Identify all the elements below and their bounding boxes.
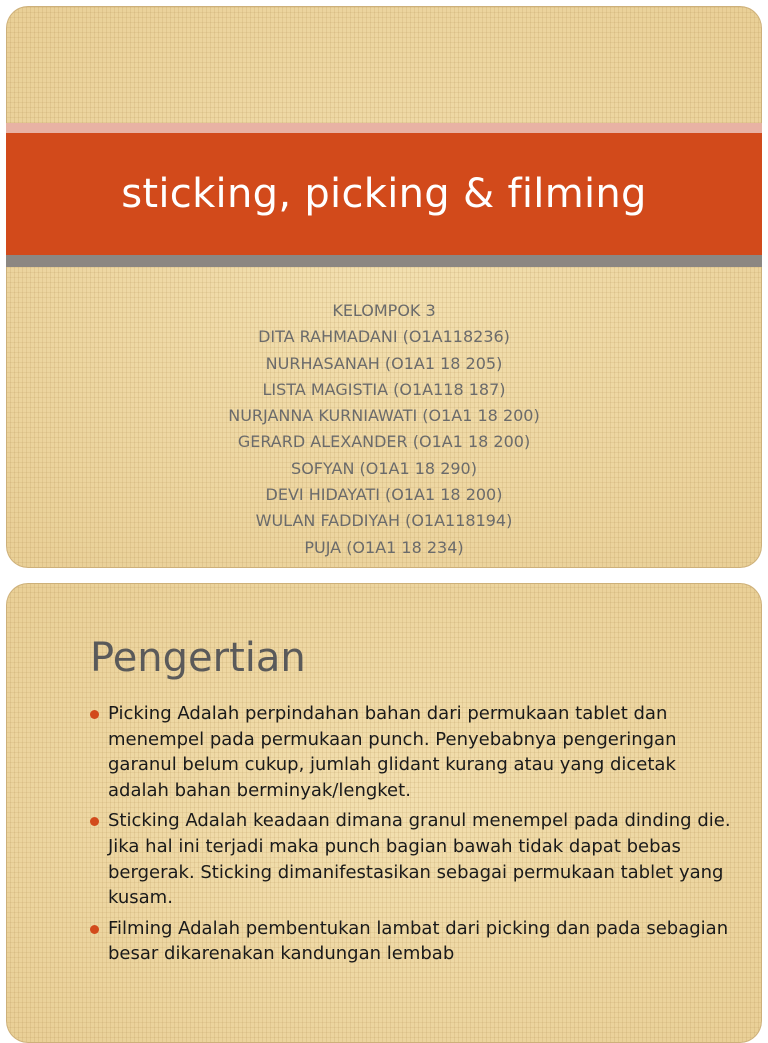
member-name: DEVI HIDAYATI (O1A1 18 200) [265, 485, 503, 505]
bullet-dot-icon [90, 925, 99, 934]
slide-title: sticking, picking & filming [121, 171, 647, 217]
title-band-bottom-stripe [6, 255, 762, 267]
title-band [6, 133, 762, 255]
bullet-item-filming [90, 916, 740, 967]
bullet-item-sticking [90, 808, 740, 910]
bullet-dot-icon [90, 817, 99, 826]
group-label: KELOMPOK 3 [332, 301, 436, 320]
member-name: GERARD ALEXANDER (O1A1 18 200) [237, 432, 531, 452]
member-name: NURHASANAH (O1A1 18 205) [265, 353, 503, 373]
bullet-item-picking [90, 701, 740, 803]
member-name: PUJA (O1A1 18 234) [304, 537, 464, 557]
bullet-text: Picking Adalah perpindahan bahan dari permukaan tablet dan menempel pada permukaan punch. Penyebabnya pengeringan garanul belum cukup, jumlah glidant kurang atau yang dicetak adalah bahan berminyak/lengket. [108, 703, 677, 801]
bullet-list [90, 701, 740, 972]
bullet-text: Sticking Adalah keadaan dimana granul menempel pada dinding die. Jika hal ini terjadi maka punch bagian bawah tidak dapat bebas bergerak. Sticking dimanifestasikan sebagai permukaan tablet yang kusam. [108, 810, 731, 909]
member-name: WULAN FADDIYAH (O1A118194) [255, 511, 513, 531]
title-band-top-stripe [6, 123, 762, 133]
member-name: SOFYAN (O1A1 18 290) [291, 458, 477, 478]
title-slide [6, 6, 762, 568]
definition-slide [6, 583, 762, 1043]
member-name: NURJANNA KURNIAWATI (O1A1 18 200) [228, 406, 540, 426]
member-name: DITA RAHMADANI (O1A118236) [258, 327, 510, 347]
slide-heading: Pengertian [90, 635, 306, 681]
member-list [6, 298, 762, 561]
bullet-text: Filming Adalah pembentukan lambat dari picking dan pada sebagian besar dikarenakan kandungan lembab [108, 917, 729, 965]
member-name: LISTA MAGISTIA (O1A118 187) [262, 379, 506, 399]
bullet-dot-icon [90, 710, 99, 719]
